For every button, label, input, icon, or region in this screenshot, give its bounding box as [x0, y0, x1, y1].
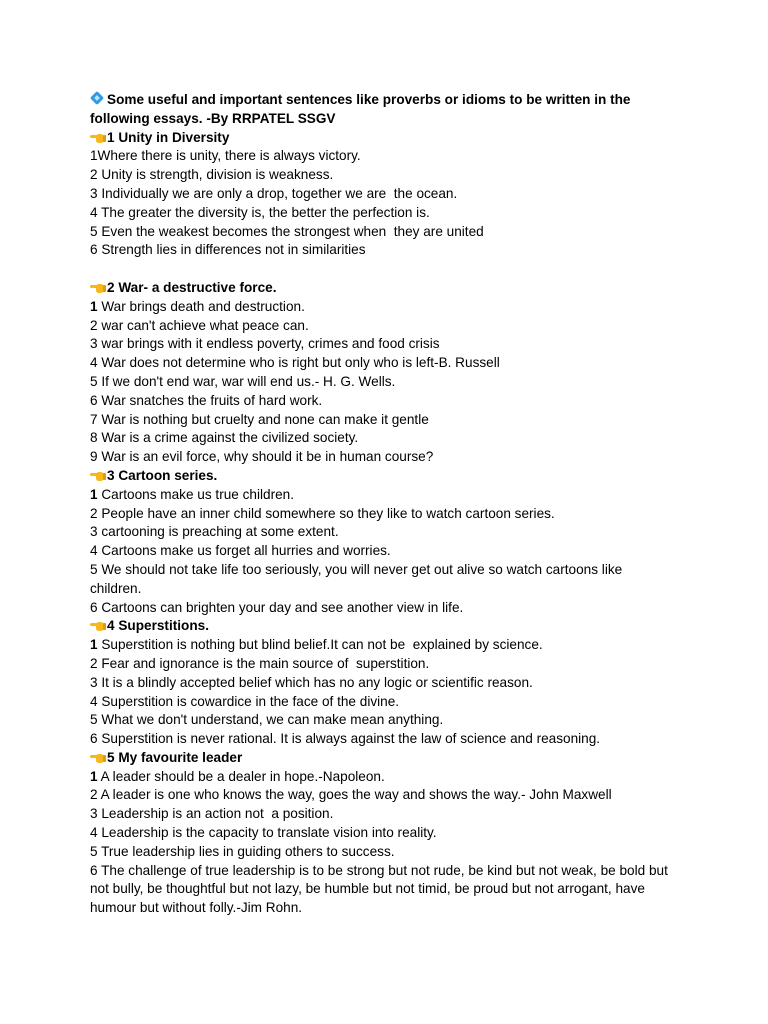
item-text: 4 Leadership is the capacity to translate vision into reality.: [90, 825, 437, 841]
pointing-hand-icon: [90, 131, 106, 144]
list-item: [90, 824, 690, 843]
list-item: [90, 411, 690, 430]
list-item: [90, 599, 690, 618]
list-item: [90, 373, 690, 392]
section-heading: [90, 749, 690, 768]
list-item: [90, 561, 690, 580]
intro-text: Some useful and important sentences like proverbs or idioms to be written in the: [107, 92, 631, 107]
list-item: [90, 693, 690, 712]
list-item: [90, 147, 690, 166]
list-item: [90, 335, 690, 354]
list-item: [90, 805, 690, 824]
list-item: [90, 636, 690, 655]
intro-line: [90, 91, 690, 110]
item-text: 6 Strength lies in differences not in similarities: [90, 242, 366, 258]
section-heading-text: 5 My favourite leader: [107, 749, 243, 765]
list-item: [90, 166, 690, 185]
item-text: War brings death and destruction.: [97, 298, 305, 314]
document-body: [90, 91, 690, 918]
diamond-icon: [90, 92, 106, 106]
list-item: [90, 505, 690, 524]
item-text: 6 The challenge of true leadership is to be strong but not rude, be kind but not weak, be bold but: [90, 862, 668, 878]
section-heading-text: 3 Cartoon series.: [107, 467, 218, 483]
list-item: [90, 730, 690, 749]
pointing-hand-icon: [90, 281, 106, 294]
item-text: 5 If we don't end war, war will end us.- H. G. Wells.: [90, 373, 396, 389]
item-text: 1Where there is unity, there is always victory.: [90, 148, 361, 164]
item-number: 1: [90, 298, 98, 314]
item-text: 4 Superstition is cowardice in the face of the divine.: [90, 693, 400, 709]
item-text: 2 People have an inner child somewhere so they like to watch cartoon series.: [90, 505, 555, 521]
list-item: [90, 486, 690, 505]
item-text: 6 Superstition is never rational. It is always against the law of science and reasoning.: [90, 731, 601, 747]
item-text: 5 Even the weakest becomes the strongest when they are united: [90, 223, 484, 239]
list-item: [90, 523, 690, 542]
item-text: 6 Cartoons can brighten your day and see another view in life.: [90, 599, 464, 615]
sections-container: [90, 129, 690, 918]
item-text: 2 Unity is strength, division is weakness.: [90, 167, 334, 183]
item-text: 3 Leadership is an action not a position.: [90, 806, 334, 822]
pointing-hand-icon: [90, 751, 106, 764]
list-item: [90, 655, 690, 674]
item-text: 2 A leader is one who knows the way, goes the way and shows the way.- John Maxwell: [90, 787, 612, 803]
list-item: [90, 204, 690, 223]
blank-line: [90, 260, 690, 279]
pointing-hand-icon: [90, 469, 106, 482]
list-item: [90, 185, 690, 204]
list-item: [90, 317, 690, 336]
item-text: 3 war brings with it endless poverty, crimes and food crisis: [90, 336, 440, 352]
section-heading: [90, 617, 690, 636]
list-item: [90, 768, 690, 787]
section-heading-text: 4 Superstitions.: [107, 618, 209, 634]
item-text: 5 What we don't understand, we can make mean anything.: [90, 712, 444, 728]
list-item: [90, 429, 690, 448]
item-text: 4 War does not determine who is right but only who is left-B. Russell: [90, 355, 500, 371]
list-item: [90, 298, 690, 317]
section-heading-text: 2 War- a destructive force.: [107, 279, 277, 295]
item-text: 2 Fear and ignorance is the main source of superstition.: [90, 655, 430, 671]
list-item: [90, 711, 690, 730]
item-number: 1: [90, 768, 98, 784]
section-heading: [90, 279, 690, 298]
item-text: 4 The greater the diversity is, the better the perfection is.: [90, 204, 430, 220]
item-text: 6 War snatches the fruits of hard work.: [90, 392, 323, 408]
item-text: humour but without folly.-Jim Rohn.: [90, 900, 303, 916]
item-number: 1: [90, 637, 98, 653]
item-text: Superstition is nothing but blind belief.It can not be explained by science.: [97, 637, 543, 653]
list-item: [90, 448, 690, 467]
item-text: 3 Individually we are only a drop, together we are the ocean.: [90, 185, 458, 201]
list-item: [90, 862, 690, 881]
list-item: [90, 392, 690, 411]
item-text: 8 War is a crime against the civilized society.: [90, 430, 359, 446]
list-item: [90, 880, 690, 899]
item-text: not bully, be thoughtful but not lazy, be humble but not timid, be proud but not arrogant, have: [90, 881, 645, 897]
section-heading: [90, 467, 690, 486]
item-text: 3 It is a blindly accepted belief which has no any logic or scientific reason.: [90, 674, 533, 690]
section-heading-text: 1 Unity in Diversity: [107, 129, 230, 145]
item-text: children.: [90, 580, 142, 596]
list-item: [90, 786, 690, 805]
list-item: [90, 241, 690, 260]
list-item: [90, 899, 690, 918]
item-text: 2 war can't achieve what peace can.: [90, 317, 309, 333]
section-heading: [90, 129, 690, 148]
list-item: [90, 542, 690, 561]
intro-line: following essays. -By RRPATEL SSGV: [90, 110, 336, 126]
item-text: 7 War is nothing but cruelty and none can make it gentle: [90, 411, 429, 427]
list-item: [90, 674, 690, 693]
list-item: [90, 354, 690, 373]
item-text: Cartoons make us true children.: [97, 486, 295, 502]
list-item: [90, 223, 690, 242]
item-text: 4 Cartoons make us forget all hurries and worries.: [90, 543, 391, 559]
item-text: 9 War is an evil force, why should it be in human course?: [90, 449, 434, 465]
item-text: 5 We should not take life too seriously, you will never get out alive so watch cartoons like: [90, 561, 623, 577]
list-item: [90, 843, 690, 862]
list-item: [90, 580, 690, 599]
pointing-hand-icon: [90, 619, 106, 632]
item-text: A leader should be a dealer in hope.-Napoleon.: [97, 768, 385, 784]
item-text: 5 True leadership lies in guiding others to success.: [90, 843, 395, 859]
item-number: 1: [90, 486, 98, 502]
item-text: 3 cartooning is preaching at some extent.: [90, 524, 339, 540]
